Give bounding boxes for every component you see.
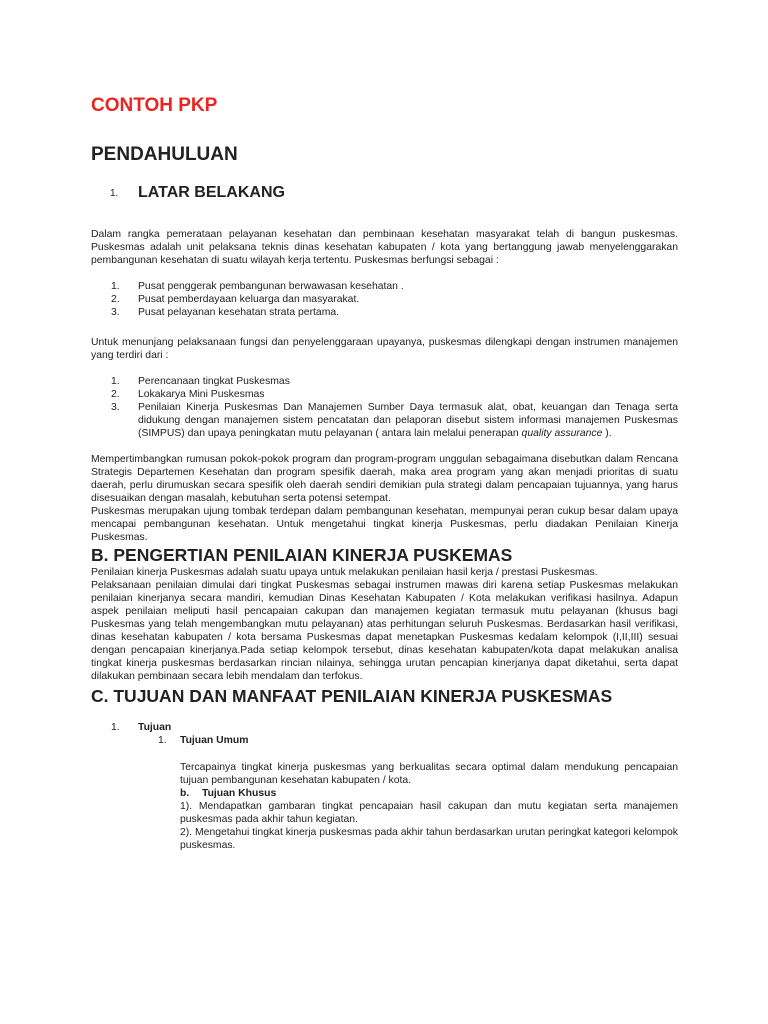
section-b-heading: B. PENGERTIAN PENILAIAN KINERJA PUSKEMAS <box>91 545 513 565</box>
paragraph-tujuan-umum: Tercapainya tingkat kinerja puskesmas yang berkualitas secara optimal dalam mendukung pencapaian tujuan pembangunan kesehatan kabupaten / kota. <box>180 762 678 786</box>
tujuan-khusus-point: 1). Mendapatkan gambaran tingkat pencapaian hasil cakupan dan mutu kegiatan serta manajemen puskesmas pada akhir tahun kegiatan. <box>180 801 678 825</box>
section-c-heading: C. TUJUAN DAN MANFAAT PENILAIAN KINERJA PUSKESMAS <box>91 686 613 706</box>
tujuan-umum-label: Tujuan Umum <box>180 735 249 746</box>
quality-assurance-text: quality assurance <box>521 428 603 439</box>
document-page <box>91 92 678 852</box>
latar-label: LATAR BELAKANG <box>138 184 285 201</box>
list-item: 1. Perencanaan tingkat Puskesmas <box>111 376 290 387</box>
paragraph-pelaksanaan: Pelaksanaan penilaian dimulai dari tingkat Puskesmas sebagai instrumen mawas diri karena setiap Puskesmas melakukan penilaian kinerjanya secara mandiri, kemudian Dinas Kesehatan Kabupaten / Kota melakukan verifikasi hasilnya. Adapun aspek penilaian meliputi hasil pencapaian cakupan dan manajemen kegiatan termasuk mutu pelayanan (khusus bagi Puskesmas yang telah mengembangkan mutu pelayanan) atas perhitungan seluruh Puskesmas. Berdasarkan hasil verifikasi, dinas kesehatan kabupaten / kota bersama Puskesmas dapat menetapkan Puskesmas kedalam kelompok (I,II,III) sesuai dengan pencapaian kinerjanya.Pada setiap kelompok tersebut, dinas kesehatan kabupaten/kota dapat melakukan analisa tingkat kinerja puskesmas berdasarkan rincian nilainya, sehingga urutan pencapian kinerjanya dapat diketahui, serta dapat dilakukan pembinaan secara lebih mendalam dan terfokus. <box>91 580 678 682</box>
tujuan-khusus-point: 2). Mengetahui tingkat kinerja puskesmas pada akhir tahun berdasarkan urutan peringkat kategori kelompok puskesmas. <box>180 827 678 851</box>
list-item: 3. Pusat pelayanan kesehatan strata pertama. <box>111 307 340 318</box>
paragraph-strategi: Mempertimbangkan rumusan pokok-pokok program dan program-program unggulan sebagaimana disebutkan dalam Rencana Strategis Departemen Kesehatan dan program spesifik daerah, maka area program yang akan menjadi prioritas di suatu daerah, perlu dirumuskan secara spesifik oleh daerah sendiri demikian pula strategi dalam pencapaian tujuannya, yang harus disesuaikan dengan masalah, kebutuhan serta potensi setempat. <box>91 454 678 504</box>
paragraph-ujung-tombak: Puskesmas merupakan ujung tombak terdepan dalam pembangunan kesehatan, mempunyai peran cukup besar dalam upaya mencapai pembangunan kesehatan. Untuk mengetahui tingkat kinerja Puskesmas, perlu diadakan Penilaian Kinerja Puskesmas. <box>91 506 678 543</box>
tujuan-khusus-item: b. Tujuan Khusus <box>180 788 277 799</box>
tujuan-umum-item: 1. Tujuan Umum <box>158 735 249 746</box>
paragraph-intro: Dalam rangka pemerataan pelayanan kesehatan dan pembinaan kesehatan masyarakat telah di bangun puskesmas. Puskesmas adalah unit pelaksana teknis dinas kesehatan kabupaten / kota yang bertanggung jawab menyelenggarakan pembangunan kesehatan di suatu wilayah kerja tertentu. Puskesmas berfungsi sebagai : <box>91 229 678 266</box>
paragraph-instrumen: Untuk menunjang pelaksanaan fungsi dan penyelenggaraan upayanya, puskesmas dilengkapi dengan instrumen manajemen yang terdiri dari : <box>91 337 678 361</box>
list-item: 1. Pusat penggerak pembangunan berwawasan kesehatan . <box>111 281 404 292</box>
intro-heading: PENDAHULUAN <box>91 144 238 165</box>
tujuan-khusus-label: Tujuan Khusus <box>202 788 277 799</box>
latar-belakang-heading <box>91 181 678 205</box>
instrumen-list <box>91 375 678 440</box>
tujuan-label: Tujuan <box>138 722 172 733</box>
list-item: 3. Penilaian Kinerja Puskesmas Dan Manajemen Sumber Daya termasuk alat, obat, keuangan dan Tenaga serta didukung dengan manajemen sistem pencatatan dan pelaporan disebut sistem informasi manajemen Puskesmas (SIMPUS) dan upaya peningkatan mutu pelayanan ( antara lain melalui penerapan quality assurance ). <box>111 402 678 439</box>
list-item: 2. Pusat pemberdayaan keluarga dan masyarakat. <box>111 294 360 305</box>
latar-number: 1. <box>110 187 119 199</box>
list-item: 2. Lokakarya Mini Puskesmas <box>111 389 265 400</box>
tujuan-item: 1. Tujuan <box>111 722 172 733</box>
page-title: CONTOH PKP <box>91 95 218 116</box>
paragraph-pengertian: Penilaian kinerja Puskesmas adalah suatu upaya untuk melakukan penilaian hasil kerja / prestasi Puskesmas. <box>91 567 598 578</box>
fungsi-list <box>91 280 678 319</box>
